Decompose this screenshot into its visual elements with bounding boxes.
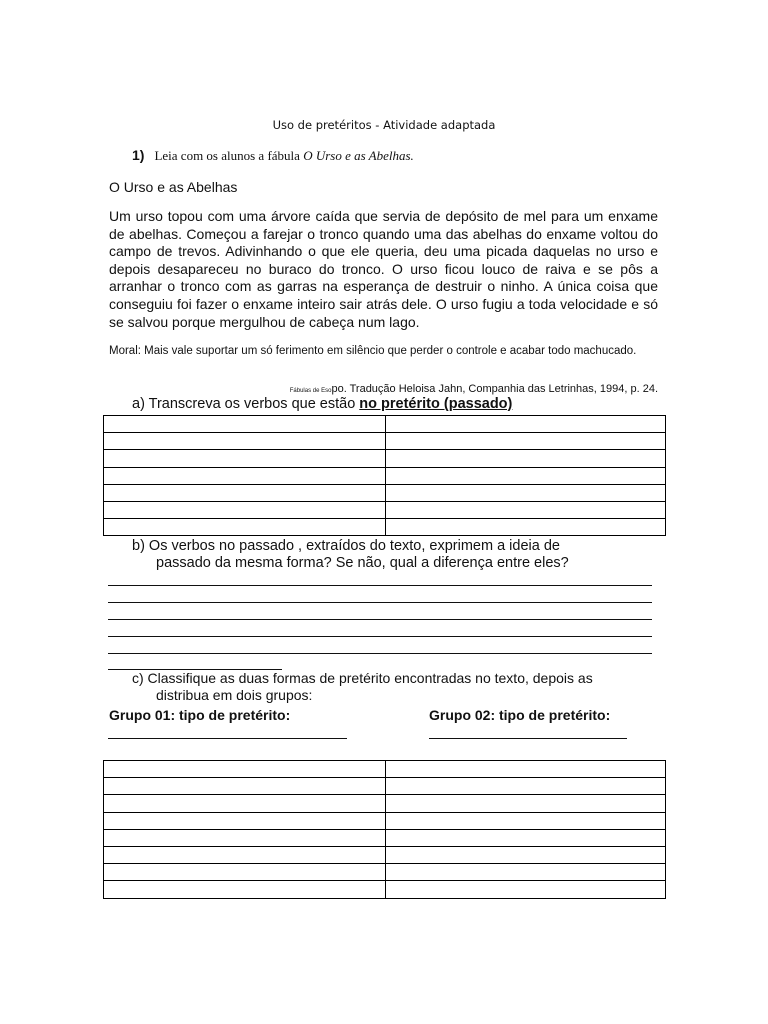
table-row — [104, 864, 666, 881]
answer-line[interactable] — [108, 585, 652, 586]
table-row — [104, 484, 666, 501]
answer-cell[interactable] — [104, 467, 386, 484]
answer-cell[interactable] — [386, 501, 666, 518]
question-1 — [132, 147, 414, 164]
answer-cell[interactable] — [386, 846, 666, 863]
answer-cell[interactable] — [386, 433, 666, 450]
item-c-line2: distribua em dois grupos: — [156, 687, 313, 703]
question-number: 1) — [132, 147, 145, 163]
group-1-label: Grupo 01: tipo de pretérito: — [109, 707, 291, 723]
answer-cell[interactable] — [386, 864, 666, 881]
table-row — [104, 761, 666, 778]
question-lead: Leia com os alunos a fábula — [154, 148, 304, 163]
answer-cell[interactable] — [386, 467, 666, 484]
answer-cell[interactable] — [386, 778, 666, 795]
item-a-label: a) Transcreva os verbos que estão — [132, 396, 360, 412]
group-2-label: Grupo 02: tipo de pretérito: — [429, 707, 611, 723]
answer-cell[interactable] — [104, 450, 386, 467]
group-1-answer-line[interactable] — [108, 738, 347, 739]
table-row — [104, 829, 666, 846]
answer-cell[interactable] — [104, 761, 386, 778]
answer-cell[interactable] — [104, 812, 386, 829]
answer-cell[interactable] — [386, 450, 666, 467]
item-a-emphasis: no pretérito (passado) — [359, 396, 513, 412]
table-row — [104, 433, 666, 450]
table-row — [104, 416, 666, 433]
answer-cell[interactable] — [386, 829, 666, 846]
item-b-line2: passado da mesma forma? Se não, qual a diferença entre eles? — [156, 555, 569, 571]
source-small: Fábulas de Eso — [289, 388, 332, 394]
answer-cell[interactable] — [104, 501, 386, 518]
story-text: Um urso topou com uma árvore caída que servia de depósito de mel para um enxame de abelhas. Começou a farejar o tronco quando uma das abelhas do enxame voltou do campo de trevos. Adivinhando o que ele queria, deu uma picada daquelas no urso e depois desapareceu no buraco do tronco. O urso ficou louco de raiva e se pôs a arranhar o tronco com as garras na esperança de destruir o ninho. A única coisa que conseguiu foi fazer o enxame inteiro sair atrás dele. O urso fugiu a toda velocidade e só se salvou porque mergulhou de cabeça num lago. — [109, 208, 658, 330]
table-row — [104, 519, 666, 536]
answer-line[interactable] — [108, 636, 652, 637]
answer-cell[interactable] — [104, 519, 386, 536]
item-c — [132, 670, 662, 704]
answer-cell[interactable] — [104, 433, 386, 450]
item-b — [132, 538, 662, 572]
table-row — [104, 467, 666, 484]
story-title: O Urso e as Abelhas — [109, 179, 238, 195]
answer-cell[interactable] — [386, 519, 666, 536]
table-row — [104, 846, 666, 863]
table-row — [104, 812, 666, 829]
answer-table-c — [103, 760, 666, 899]
answer-line[interactable] — [108, 653, 652, 654]
answer-cell[interactable] — [386, 416, 666, 433]
fable-name: O Urso e as Abelhas. — [303, 148, 414, 163]
answer-cell[interactable] — [104, 795, 386, 812]
answer-cell[interactable] — [104, 881, 386, 898]
table-row — [104, 795, 666, 812]
answer-cell[interactable] — [386, 761, 666, 778]
answer-cell[interactable] — [104, 846, 386, 863]
answer-cell[interactable] — [104, 864, 386, 881]
answer-line[interactable] — [108, 619, 652, 620]
answer-cell[interactable] — [386, 812, 666, 829]
item-b-line1: b) Os verbos no passado , extraídos do texto, exprimem a ideia de — [132, 538, 560, 554]
answer-table-a — [103, 415, 666, 536]
story-moral: Moral: Mais vale suportar um só ferimento em silêncio que perder o controle e acabar todo machucado. — [109, 345, 637, 357]
table-row — [104, 450, 666, 467]
answer-cell[interactable] — [386, 795, 666, 812]
answer-cell[interactable] — [386, 484, 666, 501]
story-source — [109, 383, 658, 395]
answer-cell[interactable] — [104, 484, 386, 501]
table-row — [104, 881, 666, 898]
answer-cell[interactable] — [104, 829, 386, 846]
source-rest: po. Tradução Heloisa Jahn, Companhia das Letrinhas, 1994, p. 24. — [331, 383, 658, 395]
item-a — [132, 396, 512, 412]
answer-cell[interactable] — [104, 416, 386, 433]
answer-line[interactable] — [108, 602, 652, 603]
answer-cell[interactable] — [386, 881, 666, 898]
table-row — [104, 501, 666, 518]
table-row — [104, 778, 666, 795]
item-c-line1: c) Classifique as duas formas de pretérito encontradas no texto, depois as — [132, 670, 593, 686]
answer-cell[interactable] — [104, 778, 386, 795]
page-title: Uso de pretéritos - Atividade adaptada — [272, 118, 496, 132]
group-2-answer-line[interactable] — [429, 738, 627, 739]
